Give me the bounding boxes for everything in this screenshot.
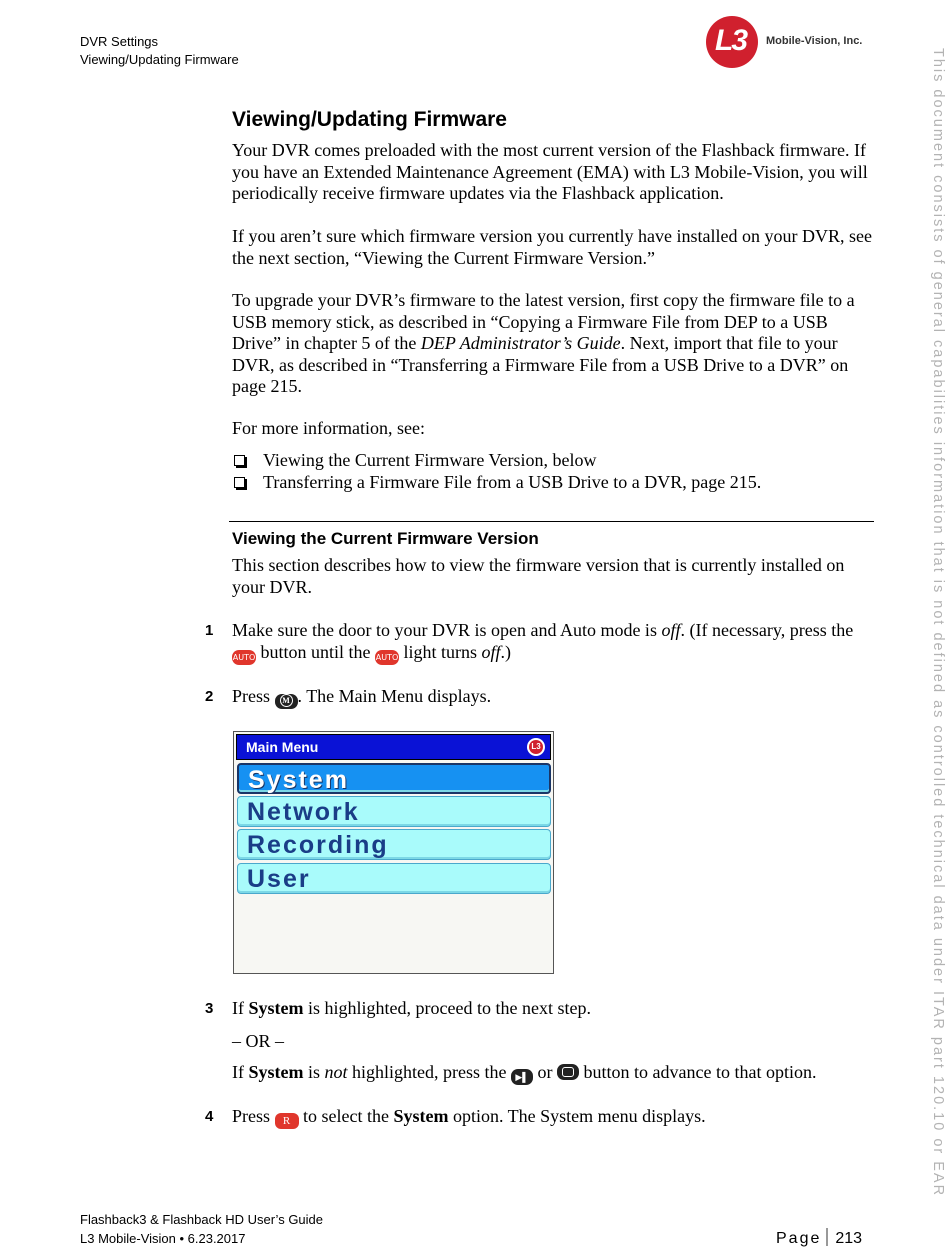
- section-title: Viewing/Updating Firmware: [232, 108, 507, 131]
- step-4-part: option. The System menu displays.: [448, 1106, 706, 1126]
- main-menu-screenshot: [233, 731, 554, 974]
- step-3-alt-text: [232, 1062, 874, 1085]
- step-3-part: button to advance to that option.: [579, 1062, 817, 1082]
- upgrade-text-a: To upgrade your DVR’s firmware to the latest version, first copy the firmware file to a USB memory stick, as described in “Copying a Firmware File from DEP to a USB Drive” in chapter 5 of the: [232, 290, 855, 353]
- step-number-2: 2: [205, 688, 214, 705]
- header-chapter: DVR Settings: [80, 34, 159, 49]
- step-3-system: System: [248, 998, 304, 1018]
- step-1-part: light turns: [399, 641, 482, 662]
- step-2-text: [232, 686, 874, 709]
- step-3-or: – OR –: [232, 1031, 285, 1051]
- menu-logo-mark: L3: [529, 740, 543, 754]
- checkbox-bullet-icon: [234, 477, 245, 488]
- subsection-title: Viewing the Current Firmware Version: [232, 529, 539, 548]
- step-1-part: .): [500, 641, 512, 662]
- reference-list: [232, 450, 761, 493]
- step-1-off: off: [481, 641, 501, 662]
- step-4-system: System: [393, 1106, 449, 1126]
- step-1-off: off: [661, 620, 681, 640]
- menu-item-user: User: [237, 863, 551, 894]
- auto-light-icon: AUTO: [375, 650, 399, 665]
- step-number-4: 4: [205, 1108, 214, 1125]
- list-item: [232, 472, 761, 494]
- subsection-intro: This section describes how to view the firmware version that is currently installed on your DVR.: [232, 555, 845, 597]
- paragraph-more-info: For more information, see:: [232, 418, 425, 438]
- paragraph-upgrade: [232, 290, 874, 398]
- menu-item-system: System: [237, 763, 551, 794]
- export-notice: [928, 48, 950, 1228]
- step-1-text: [232, 620, 874, 665]
- page-divider: [826, 1228, 828, 1246]
- step-3-text: [232, 998, 874, 1020]
- record-button-icon: R: [275, 1113, 299, 1129]
- step-3-part: highlighted, press the: [347, 1062, 512, 1082]
- guide-title: DEP Administrator’s Guide: [420, 333, 621, 353]
- list-item-text: Transferring a Firmware File from a USB Drive to a DVR, page 215.: [263, 471, 762, 492]
- footer-guide-title: Flashback3 & Flashback HD User’s Guide: [80, 1212, 324, 1227]
- section-divider: [229, 521, 874, 522]
- upgrade-text-b: . Next, import that file to your DVR, as described in “Transferring a Firmware File from a USB Drive to a DVR” on page 215.: [232, 333, 849, 396]
- step-3-part: or: [533, 1062, 558, 1082]
- menu-button-glyph: M: [280, 694, 293, 707]
- running-footer: [80, 1210, 323, 1248]
- step-3-part: If: [232, 998, 249, 1018]
- main-menu-title-bar: [236, 734, 551, 760]
- running-header: [80, 33, 239, 69]
- step-3-part: is: [303, 1062, 325, 1082]
- step-4-part: Press: [232, 1106, 275, 1126]
- step-4-part: to select the: [298, 1106, 394, 1126]
- main-menu-title: Main Menu: [246, 739, 319, 755]
- step-2-part: Press: [232, 686, 275, 706]
- l3-logo-icon: [527, 738, 545, 756]
- export-notice-text: This document consists of general capabilities information that is not defined as controlled technical data under ITAR part 120.10 or EAR: [930, 48, 946, 1198]
- step-3-part: is highlighted, proceed to the next step.: [303, 998, 591, 1018]
- page-number: [776, 1228, 862, 1248]
- company-logo: [706, 16, 876, 70]
- footer-publisher-date: L3 Mobile-Vision • 6.23.2017: [80, 1231, 246, 1246]
- paragraph-version-hint: If you aren’t sure which firmware version you currently have installed on your DVR, see the next section, “Viewing the Current Firmware Version.”: [232, 226, 872, 268]
- list-item-text: Viewing the Current Firmware Version, below: [263, 450, 597, 470]
- menu-button-icon: [275, 694, 298, 709]
- step-3-not: not: [324, 1062, 348, 1082]
- step-2-part: . The Main Menu displays.: [297, 686, 492, 706]
- step-number-3: 3: [205, 1000, 214, 1017]
- menu-item-recording: Recording: [237, 829, 551, 860]
- header-topic: Viewing/Updating Firmware: [80, 52, 239, 67]
- logo-mark: L3: [715, 24, 747, 57]
- auto-button-icon: AUTO: [232, 650, 256, 665]
- list-item: [232, 450, 761, 472]
- step-1-part: button until the: [256, 641, 375, 662]
- step-4-text: [232, 1106, 874, 1129]
- page-label: Page: [776, 1230, 822, 1247]
- play-pause-button-icon: ▶▌: [511, 1069, 533, 1085]
- paragraph-intro: Your DVR comes preloaded with the most current version of the Flashback firmware. If you have an Extended Maintenance Agreement (EMA) with L3 Mobile-Vision, you will periodically receive firmware updates via the Flashback application.: [232, 140, 868, 203]
- menu-item-network: Network: [237, 796, 551, 827]
- page-number-value: 213: [835, 1230, 863, 1247]
- stop-button-icon: [557, 1064, 579, 1080]
- step-3-system: System: [248, 1062, 304, 1082]
- logo-company-name: Mobile-Vision, Inc.: [766, 35, 863, 47]
- step-1-part: . (If necessary, press the: [680, 620, 854, 640]
- step-number-1: 1: [205, 622, 214, 639]
- checkbox-bullet-icon: [234, 455, 245, 466]
- step-1-part: Make sure the door to your DVR is open and Auto mode is: [232, 620, 662, 640]
- step-3-part: If: [232, 1062, 249, 1082]
